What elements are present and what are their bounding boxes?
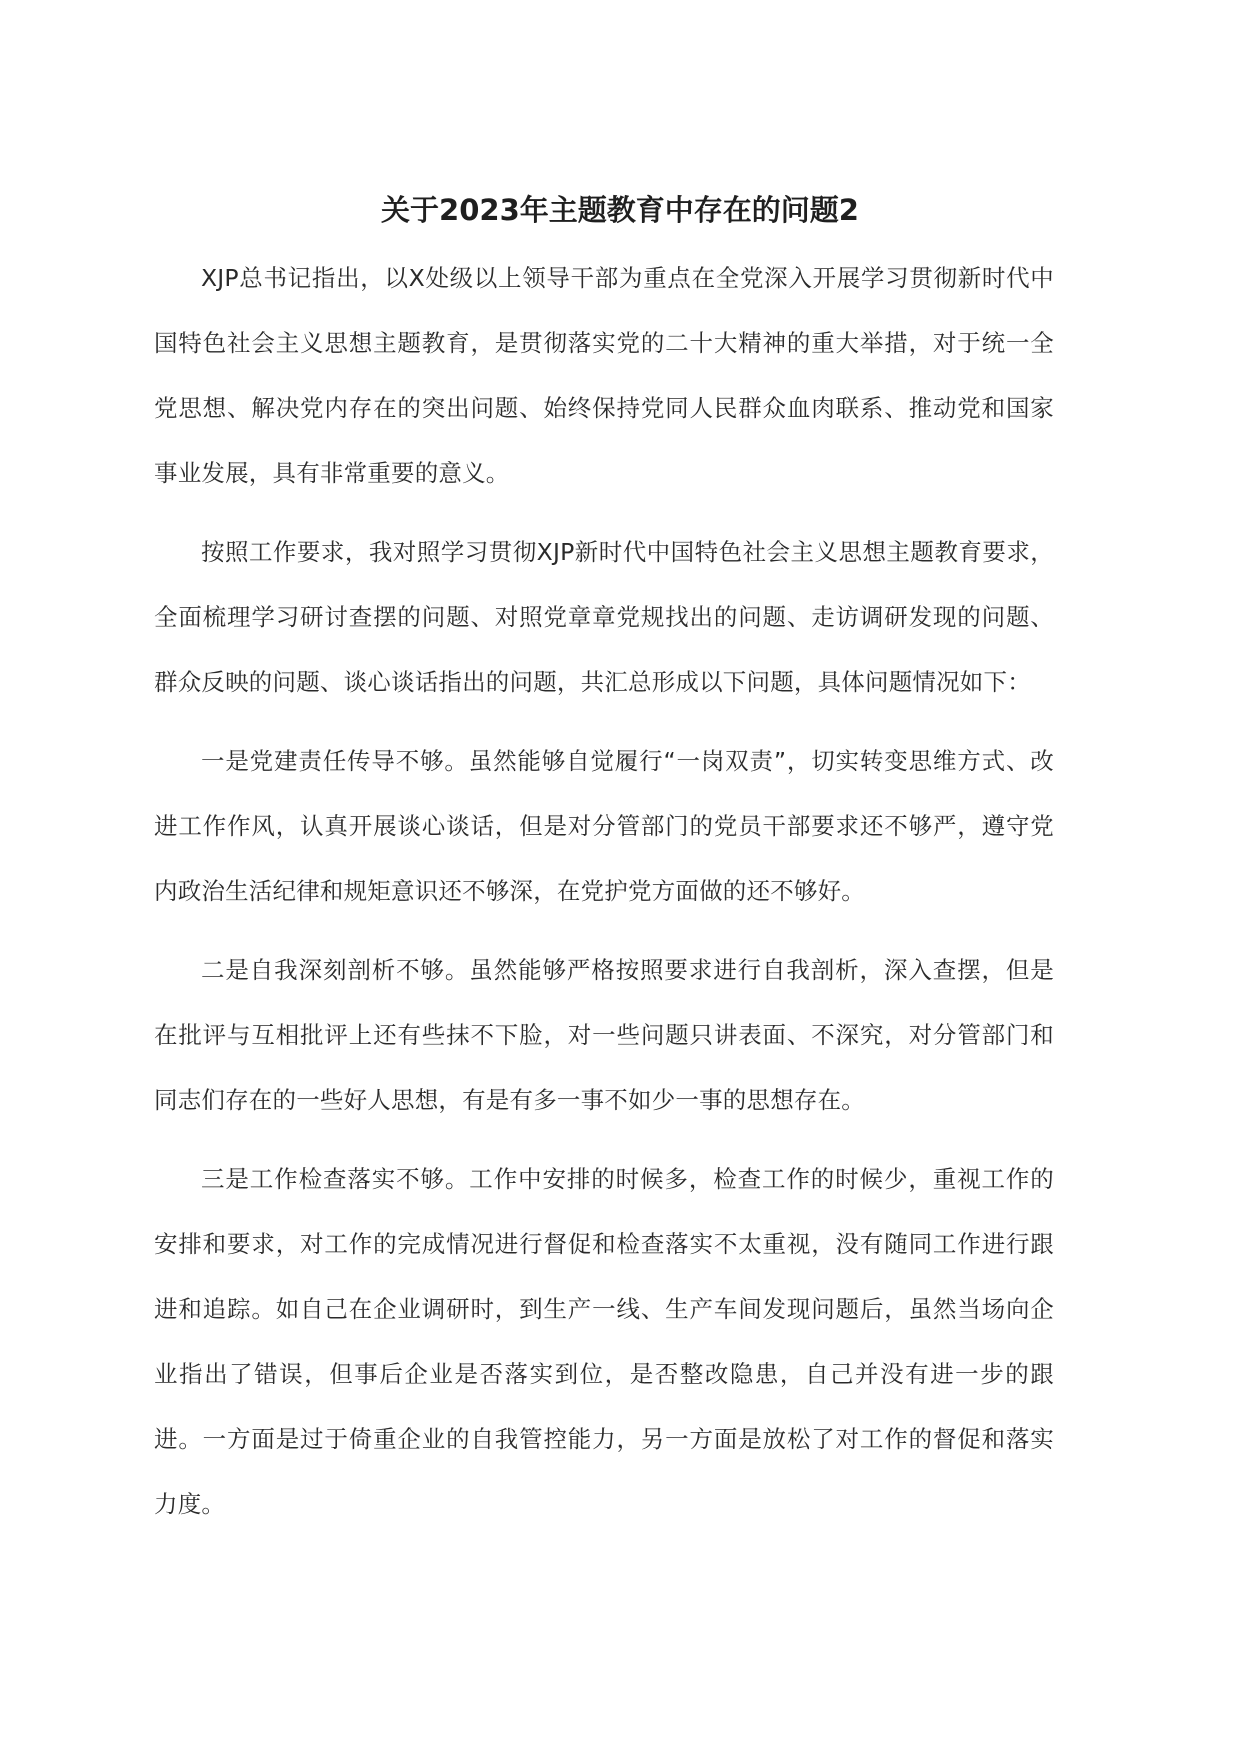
paragraph-issue-two: 二是自我深刻剖析不够。虽然能够严格按照要求进行自我剖析，深入查摆，但是在批评与互相批评上还有些抹不下脸，对一些问题只讲表面、不深究，对分管部门和同志们存在的一些好人思想，有是有多一事不如少一事的思想存在。	[154, 956, 1054, 1114]
document-body	[154, 246, 1054, 1551]
paragraph-requirements: 按照工作要求，我对照学习贯彻XJP新时代中国特色社会主义思想主题教育要求，全面梳理学习研讨查摆的问题、对照党章章党规找出的问题、走访调研发现的问题、群众反映的问题、谈心谈话指出的问题，共汇总形成以下问题，具体问题情况如下：	[154, 538, 1054, 696]
paragraph-issue-one: 一是党建责任传导不够。虽然能够自觉履行“一岗双责”，切实转变思维方式、改进工作作风，认真开展谈心谈话，但是对分管部门的党员干部要求还不够严，遵守党内政治生活纪律和规矩意识还不够深，在党护党方面做的还不够好。	[154, 747, 1054, 905]
document-title: 关于2023年主题教育中存在的问题2	[381, 193, 859, 227]
paragraph-issue-three: 三是工作检查落实不够。工作中安排的时候多，检查工作的时候少，重视工作的安排和要求，对工作的完成情况进行督促和检查落实不太重视，没有随同工作进行跟进和追踪。如自己在企业调研时，到生产一线、生产车间发现问题后，虽然当场向企业指出了错误，但事后企业是否落实到位，是否整改隐患，自己并没有进一步的跟进。一方面是过于倚重企业的自我管控能力，另一方面是放松了对工作的督促和落实力度。	[154, 1165, 1054, 1518]
paragraph-intro: XJP总书记指出，以X处级以上领导干部为重点在全党深入开展学习贯彻新时代中国特色社会主义思想主题教育，是贯彻落实党的二十大精神的重大举措，对于统一全党思想、解决党内存在的突出问题、始终保持党同人民群众血肉联系、推动党和国家事业发展，具有非常重要的意义。	[154, 264, 1054, 487]
